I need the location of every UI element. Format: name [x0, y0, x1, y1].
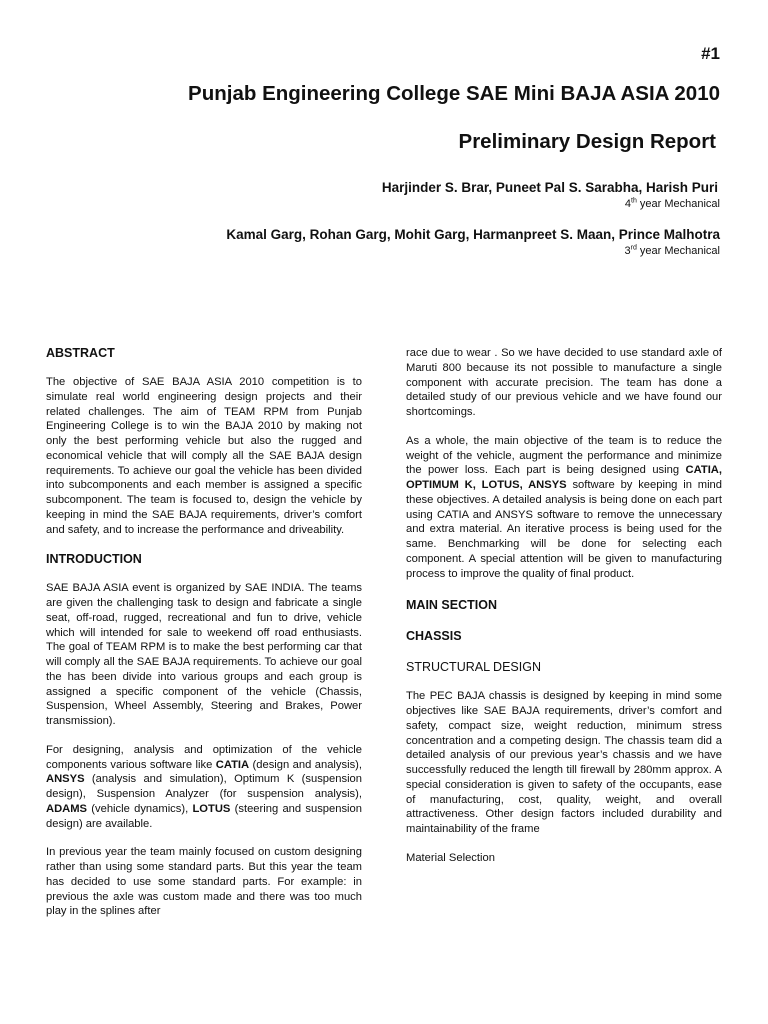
structural-design-text: The PEC BAJA chassis is designed by keeping in mind some objectives like SAE BAJA requirements, driver’s comfort and safety, compact size, weight reduction, minimum stress concentration and a competing design. The chassis team did a detailed analysis of our previous year’s chassis and we have successfully reduced the length till firewall by 280mm approx. A special consideration is given to safety of the occupants, ease of manufacturing, cost, quality, weight, and overall attractiveness. Other design factors included durability and maintainability of the frame [406, 690, 722, 835]
chassis-heading: CHASSIS [406, 629, 462, 644]
introduction-paragraph-3: In previous year the team mainly focused on custom designing rather than using some standard parts. But this year the team has decided to use some standard parts. For example: in previous the axle was custom made and there was too much play in the splines after [46, 846, 362, 918]
introduction-paragraph-2: For designing, analysis and optimization of the vehicle components various software like CATIA (design and analysis), ANSYS (analysis and simulation), Optimum K (suspension design), Suspension Analyzer (for suspension analysis), ADAMS (vehicle dynamics), LOTUS (steering and suspension design) are available. [46, 743, 362, 830]
paper-subtitle: Preliminary Design Report [458, 130, 716, 153]
abstract-heading: ABSTRACT [46, 346, 115, 360]
main-section-heading: MAIN SECTION [406, 598, 497, 613]
left-column [46, 345, 362, 919]
paper-title: Punjab Engineering College SAE Mini BAJA ASIA 2010 [188, 82, 720, 105]
structural-design-heading: STRUCTURAL DESIGN [406, 660, 541, 675]
introduction-heading: INTRODUCTION [46, 552, 142, 567]
material-selection-subheading: Material Selection [406, 851, 495, 864]
introduction-paragraph-1: SAE BAJA ASIA event is organized by SAE INDIA. The teams are given the challenging task to design and fabricate a single seat, off-road, rugged, recreational and fun to drive, vehicle which will intended for sale to weekend off road enthusiasts. The goal of TEAM RPM is to make the best performing car that will comply all the SAE BAJA requirements. To achieve our goal the has been divide into various groups and each group is assigned a specific component of the vehicle (Chassis, Suspension, Wheel Assembly, Steering and Brakes, Power transmission). [46, 582, 362, 727]
page-number: #1 [701, 44, 720, 63]
year-third-mechanical: 3rd year Mechanical [624, 244, 720, 257]
authors-third-year: Kamal Garg, Rohan Garg, Mohit Garg, Harmanpreet S. Maan, Prince Malhotra [226, 227, 720, 242]
introduction-paragraph-4: As a whole, the main objective of the team is to reduce the weight of the vehicle, augment the performance and minimize the power loss. Each part is being designed using CATIA, OPTIMUM K, LOTUS, ANSYS software by keeping in mind these objectives. A detailed analysis is being done on each part using CATIA and ANSYS software to remove the unnecessary and extra material. An iterative process is being used for the same. Benchmarking will be done for selecting each component. A special attention will be given to manufacturing process to improve the quality of final product. [406, 434, 722, 580]
year-fourth-mechanical: 4th year Mechanical [624, 197, 720, 210]
introduction-paragraph-3-continued: race due to wear . So we have decided to use standard axle of Maruti 800 because its not possible to manufacture a single component with accurate precision. The team has done a detailed study of our previous vehicle and we have found our shortcomings. [406, 347, 722, 418]
authors-fourth-year: Harjinder S. Brar, Puneet Pal S. Sarabha, Harish Puri [381, 180, 718, 195]
abstract-text: The objective of SAE BAJA ASIA 2010 competition is to simulate real world engineering design projects and their related challenges. The aim of TEAM RPM from Punjab Engineering College is to win the BAJA 2010 by making not only the best performing vehicle but also the rugged and economical vehicle that will comply all the SAE BAJA design requirements. To achieve our goal the vehicle has been divided into subcomponents and each member is assigned a specific subcomponent. The team is focused to, design the vehicle by keeping in mind the SAE BAJA requirements, driver’s comfort and safety, and to increase the performance and driveability. [46, 376, 362, 536]
right-column [406, 346, 722, 866]
